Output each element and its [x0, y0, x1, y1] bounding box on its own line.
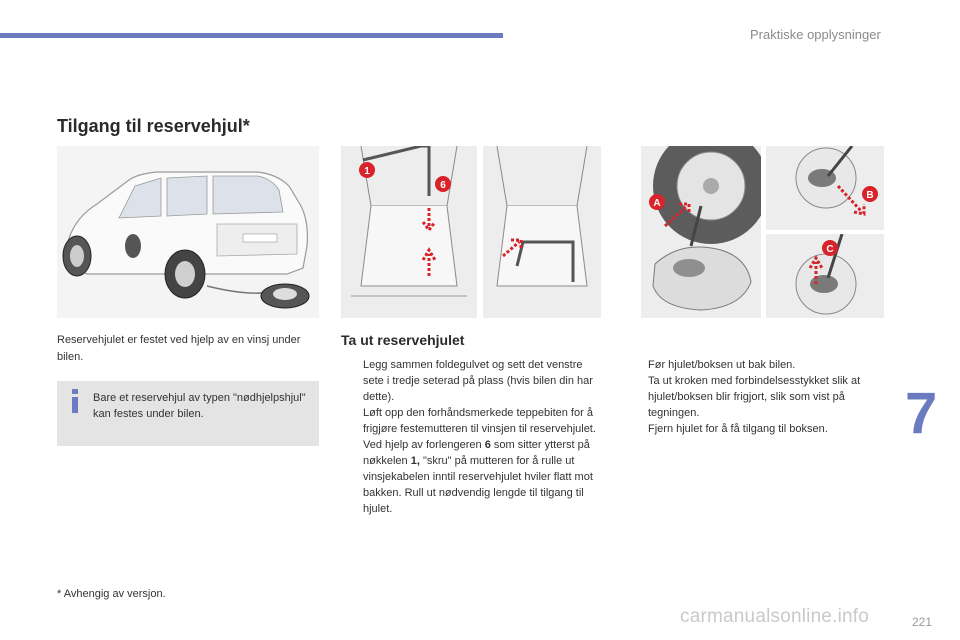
info-icon — [68, 389, 82, 413]
marker-label-c: C — [826, 244, 834, 255]
marker-label-6: 6 — [440, 180, 446, 191]
step-ref-6: 6 — [484, 439, 491, 451]
footnote: * Avhengig av versjon. — [57, 588, 166, 600]
step-text: Legg sammen foldegulvet og sett det venstre sete i tredje seterad på plass (hvis bilen din har dette). — [363, 359, 593, 403]
chapter-number: 7 — [905, 381, 938, 446]
car-spare-wheel-illustration — [57, 146, 319, 318]
list-item — [626, 373, 891, 421]
trunk-key-illustration — [483, 146, 601, 318]
steps-list-left — [341, 357, 606, 517]
trunk-floor-illustration — [341, 146, 477, 318]
marker-label-b: B — [866, 190, 874, 201]
info-text: Bare et reservehjul av typen "nødhjelpshjul" kan festes under bilen. — [93, 392, 306, 420]
step-text-c: som sitter ytterst på nøkkelen — [363, 439, 590, 467]
list-item — [626, 421, 891, 437]
step-text-a: Ved hjelp av forlengeren — [363, 439, 485, 451]
step-text: Ta ut kroken med forbindelsesstykket slik at hjulet/boksen blir frigjort, slik som vist på tegningen. — [648, 375, 861, 419]
list-item — [341, 357, 606, 405]
step-text-e: "skru" på mutteren for å rulle ut vinsjekabelen inntil reservehjulet hviler flatt mot bakken. Rull ut nødvendig lengde til tilgang til hjulet. — [363, 455, 593, 515]
marker-label-1: 1 — [364, 166, 370, 177]
hook-release-illustration — [766, 146, 884, 230]
intro-text: Reservehjulet er festet ved hjelp av en vinsj under bilen. — [57, 334, 301, 363]
list-item — [626, 357, 891, 373]
step-text: Fjern hjulet for å få tilgang til boksen. — [648, 423, 828, 435]
hook-remove-illustration — [766, 234, 884, 318]
section-title: Praktiske opplysninger — [750, 27, 881, 42]
step-ref-1: 1, — [410, 455, 420, 467]
marker-label-a: A — [653, 198, 661, 209]
page-title: Tilgang til reservehjul* — [57, 116, 250, 136]
step-text: Før hjulet/boksen ut bak bilen. — [648, 359, 796, 371]
wheel-box-illustration — [641, 146, 761, 318]
section-subtitle: Ta ut reservehjulet — [341, 332, 465, 348]
watermark: carmanualsonline.info — [680, 606, 870, 627]
list-item — [341, 437, 606, 517]
steps-list-right — [626, 357, 891, 437]
page-number: 221 — [912, 615, 933, 629]
info-box — [57, 381, 319, 446]
list-item — [341, 405, 606, 437]
header-accent-bar — [0, 33, 503, 38]
step-text: Løft opp den forhåndsmerkede teppebiten for å frigjøre festemutteren til vinsjen til reservehjulet. — [363, 407, 596, 435]
